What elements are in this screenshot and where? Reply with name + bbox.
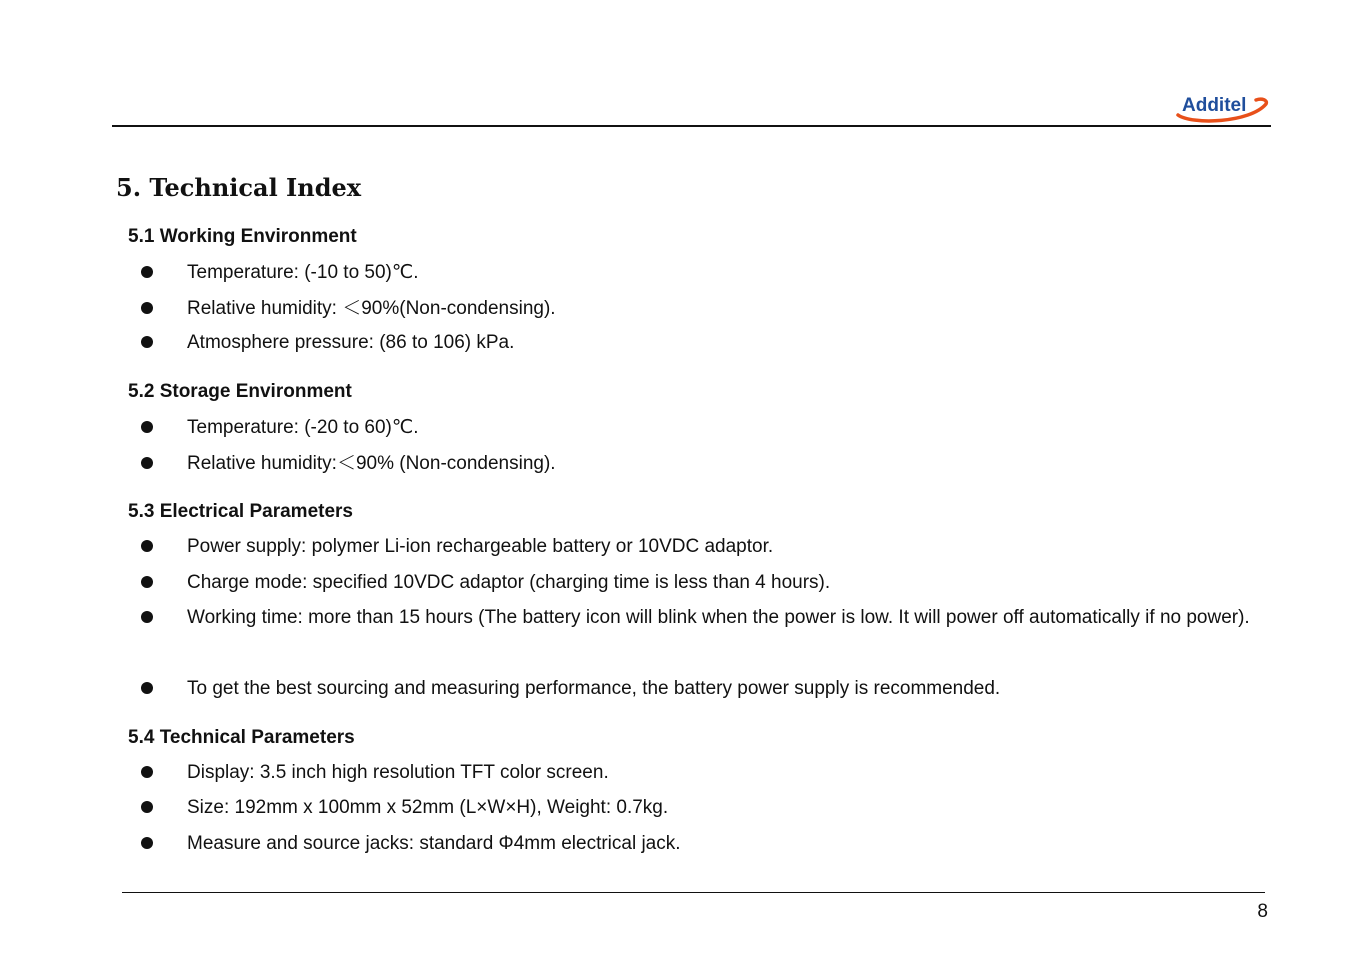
list-item (0, 329, 1350, 357)
section-heading-storage-environment: 5.2 Storage Environment (128, 381, 352, 402)
bullet-icon (141, 302, 153, 314)
list-item-text: Relative humidity:＜90% (Non-condensing). (187, 453, 556, 474)
list-item (0, 794, 1350, 822)
list-item (0, 414, 1350, 442)
list-item (0, 759, 1350, 787)
header-rule (112, 125, 1271, 127)
list-item-text: Atmosphere pressure: (86 to 106) kPa. (187, 332, 515, 353)
bullet-icon (141, 421, 153, 433)
bullet-icon (141, 576, 153, 588)
page-number: 8 (1257, 901, 1268, 922)
bullet-icon (141, 266, 153, 278)
bullet-icon (141, 766, 153, 778)
bullet-icon (141, 611, 153, 623)
svg-text:Additel: Additel (1182, 95, 1247, 116)
additel-logo (1172, 88, 1270, 126)
list-item-text: To get the best sourcing and measuring performance, the battery power supply is recommended. (187, 678, 1001, 699)
section-heading-electrical-parameters: 5.3 Electrical Parameters (128, 501, 353, 522)
list-item-text: Temperature: (-20 to 60)℃. (187, 417, 419, 438)
bullet-icon (141, 801, 153, 813)
list-item (0, 295, 1350, 323)
list-item-text: Size: 192mm x 100mm x 52mm (L×W×H), Weight: 0.7kg. (187, 797, 669, 818)
list-item (0, 450, 1350, 478)
list-item (0, 533, 1350, 561)
chapter-title: 5. Technical Index (116, 173, 362, 202)
list-item (0, 675, 1350, 703)
footer-rule (122, 892, 1265, 893)
list-item (0, 259, 1350, 287)
list-item-text: Measure and source jacks: standard Φ4mm electrical jack. (187, 833, 681, 854)
list-item-text: Power supply: polymer Li-ion rechargeable battery or 10VDC adaptor. (187, 536, 774, 557)
list-item-text: Working time: more than 15 hours (The battery icon will blink when the power is low. It will power off automatically if no power). (187, 607, 1250, 628)
section-heading-technical-parameters: 5.4 Technical Parameters (128, 727, 355, 748)
bullet-icon (141, 837, 153, 849)
bullet-icon (141, 682, 153, 694)
list-item (0, 569, 1350, 597)
list-item-text: Relative humidity: ＜90%(Non-condensing). (187, 298, 556, 319)
bullet-icon (141, 540, 153, 552)
list-item (0, 604, 1350, 668)
bullet-icon (141, 336, 153, 348)
list-item (0, 830, 1350, 858)
list-item-text: Charge mode: specified 10VDC adaptor (charging time is less than 4 hours). (187, 572, 831, 593)
list-item-text: Display: 3.5 inch high resolution TFT color screen. (187, 762, 609, 783)
bullet-icon (141, 457, 153, 469)
section-heading-working-environment: 5.1 Working Environment (128, 226, 357, 247)
list-item-text: Temperature: (-10 to 50)℃. (187, 262, 419, 283)
